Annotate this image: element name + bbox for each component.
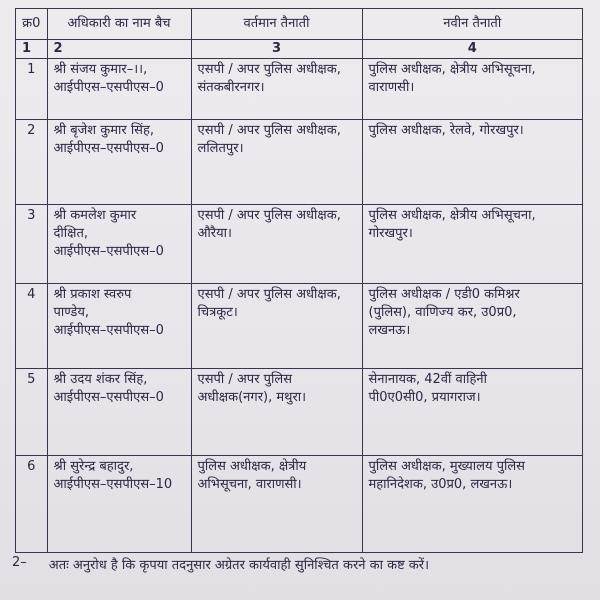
row-serial: 4 [16, 284, 48, 369]
table-row [16, 59, 583, 120]
header-officer-name: अधिकारी का नाम बैच [47, 9, 191, 40]
table-row [16, 120, 583, 205]
column-number: 3 [191, 40, 362, 59]
table-row [16, 205, 583, 284]
officer-name: श्री बृजेश कुमार सिंह, आईपीएस–एसपीएस–0 [47, 120, 191, 205]
new-posting: पुलिस अधीक्षक / एडी0 कमिश्नर (पुलिस), वाणिज्य कर, उ0प्र0, लखनऊ। [362, 284, 583, 369]
current-posting: एसपी / अपर पुलिस अधीक्षक, औरैया। [191, 205, 362, 284]
table-row [16, 284, 583, 369]
row-serial: 6 [16, 456, 48, 553]
row-serial: 5 [16, 369, 48, 456]
table-row [16, 456, 583, 553]
footnote-paragraph [12, 555, 588, 573]
current-posting: एसपी / अपर पुलिस अधीक्षक(नगर), मथुरा। [191, 369, 362, 456]
new-posting: पुलिस अधीक्षक, क्षेत्रीय अभिसूचना, वाराणसी। [362, 59, 583, 120]
posting-table [15, 8, 583, 553]
current-posting: एसपी / अपर पुलिस अधीक्षक, ललितपुर। [191, 120, 362, 205]
new-posting: पुलिस अधीक्षक, मुख्यालय पुलिस महानिदेशक, उ0प्र0, लखनऊ। [362, 456, 583, 553]
row-serial: 1 [16, 59, 48, 120]
table-row [16, 369, 583, 456]
current-posting: एसपी / अपर पुलिस अधीक्षक, संतकबीरनगर। [191, 59, 362, 120]
officer-name: श्री संजय कुमार–।।, आईपीएस–एसपीएस–0 [47, 59, 191, 120]
table-header-row [16, 9, 583, 40]
footnote-number: 2– [12, 555, 27, 570]
column-number: 4 [362, 40, 583, 59]
column-number-row [16, 40, 583, 59]
row-serial: 2 [16, 120, 48, 205]
column-number: 1 [16, 40, 48, 59]
new-posting: पुलिस अधीक्षक, क्षेत्रीय अभिसूचना, गोरखपुर। [362, 205, 583, 284]
header-serial: क्र0 [16, 9, 48, 40]
current-posting: एसपी / अपर पुलिस अधीक्षक, चित्रकूट। [191, 284, 362, 369]
new-posting: पुलिस अधीक्षक, रेलवे, गोरखपुर। [362, 120, 583, 205]
officer-name: श्री उदय शंकर सिंह, आईपीएस–एसपीएस–0 [47, 369, 191, 456]
officer-name: श्री सुरेन्द्र बहादुर, आईपीएस–एसपीएस–10 [47, 456, 191, 553]
row-serial: 3 [16, 205, 48, 284]
officer-name: श्री प्रकाश स्वरुप पाण्डेय, आईपीएस–एसपीएस–0 [47, 284, 191, 369]
current-posting: पुलिस अधीक्षक, क्षेत्रीय अभिसूचना, वाराणसी। [191, 456, 362, 553]
header-current-posting: वर्तमान तैनाती [191, 9, 362, 40]
new-posting: सेनानायक, 42वीं वाहिनी पी0ए0सी0, प्रयागराज। [362, 369, 583, 456]
footnote-text: अतः अनुरोध है कि कृपया तदनुसार अग्रेतर कार्यवाही सुनिश्चित करने का कष्ट करें। [48, 558, 430, 573]
column-number: 2 [47, 40, 191, 59]
header-new-posting: नवीन तैनाती [362, 9, 583, 40]
officer-name: श्री कमलेश कुमार दीक्षित, आईपीएस–एसपीएस–0 [47, 205, 191, 284]
